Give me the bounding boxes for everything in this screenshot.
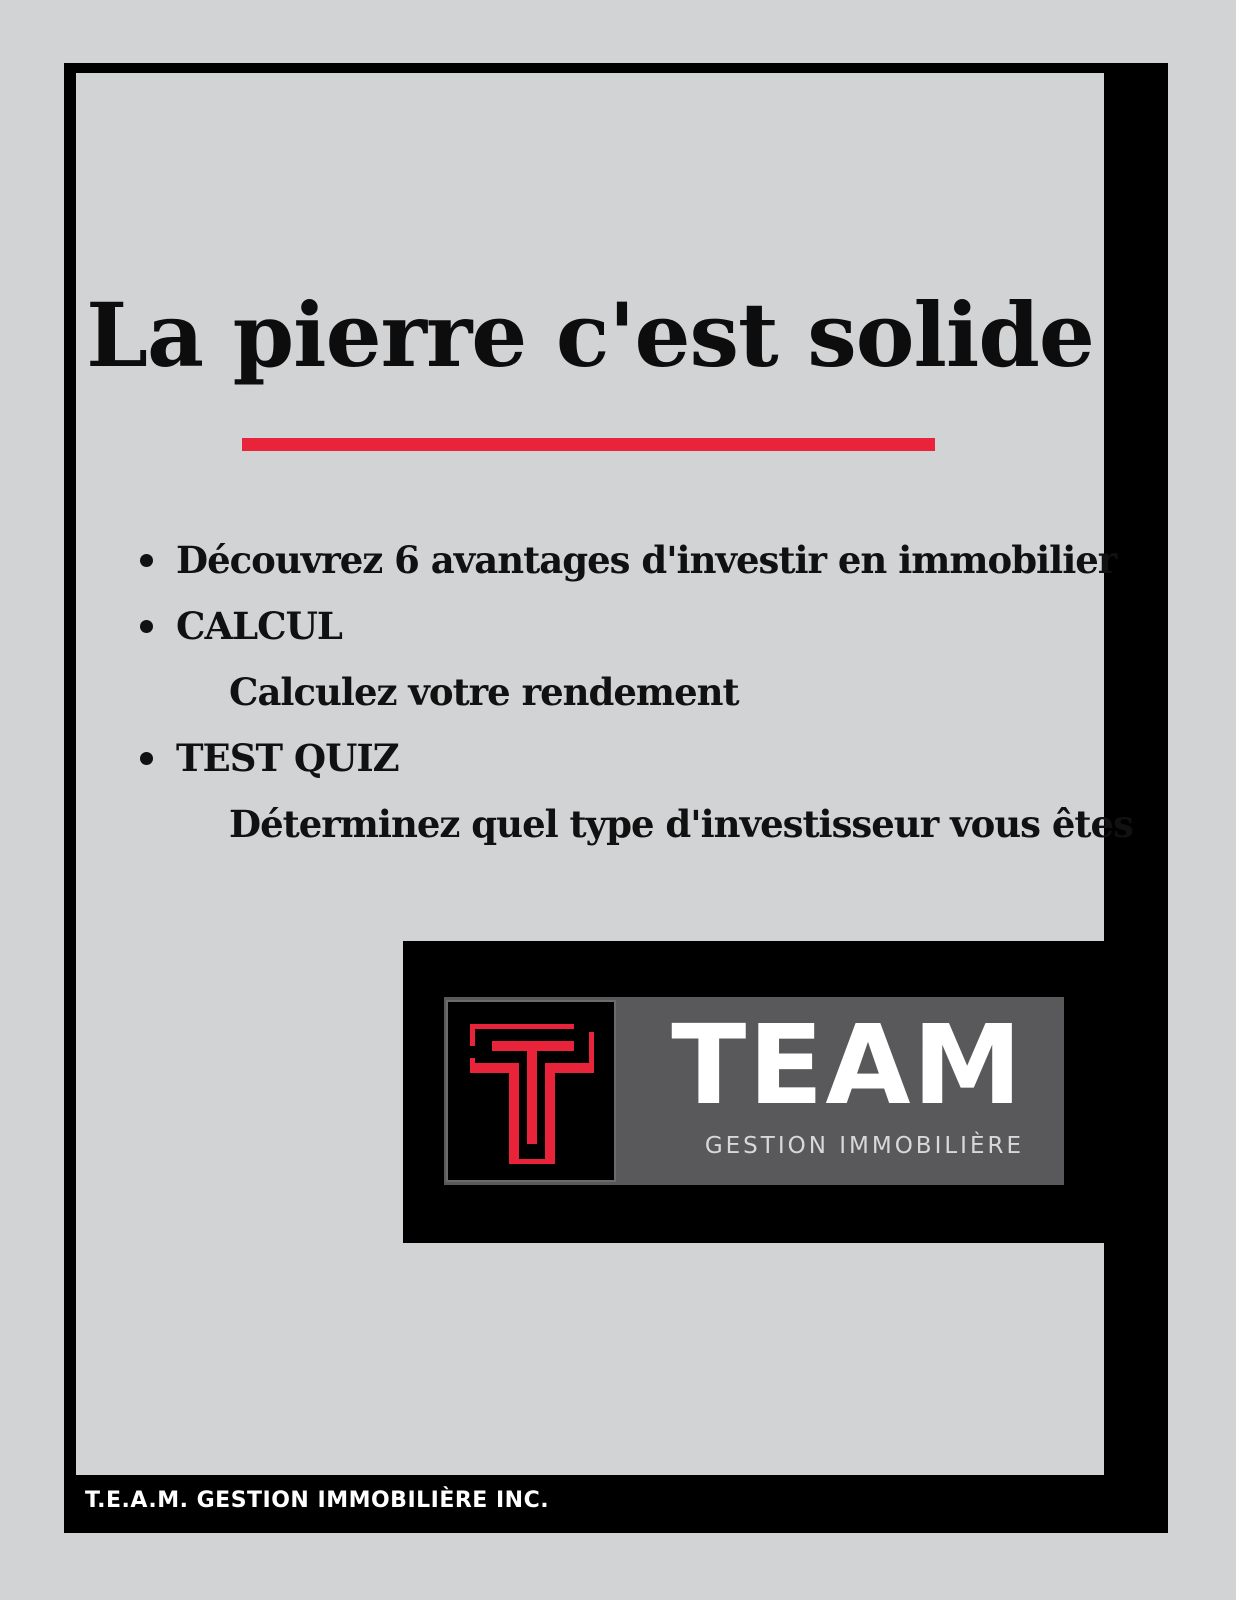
logo-tagline: GESTION IMMOBILIÈRE bbox=[704, 1133, 1024, 1159]
list-item-subtext bbox=[136, 794, 1133, 860]
feature-list bbox=[136, 530, 1133, 860]
bullet-icon bbox=[140, 620, 153, 633]
list-item bbox=[136, 596, 1096, 662]
bullet-icon bbox=[140, 554, 153, 567]
list-item-label: Découvrez 6 avantages d'investir en immobilier bbox=[176, 538, 1117, 582]
list-item-description: Déterminez quel type d'investisseur vous êtes bbox=[229, 802, 1133, 846]
list-item-description: Calculez votre rendement bbox=[229, 670, 739, 714]
list-item-label: CALCUL bbox=[176, 604, 342, 648]
logo-wordmark: TEAM bbox=[671, 1001, 1024, 1129]
bullet-icon bbox=[140, 752, 153, 765]
list-item-subtext bbox=[136, 662, 1096, 728]
title-divider bbox=[242, 438, 935, 451]
list-item bbox=[136, 728, 1096, 794]
list-item bbox=[136, 530, 1117, 596]
team-t-logo-icon bbox=[446, 1000, 616, 1182]
list-item-label: TEST QUIZ bbox=[176, 736, 399, 780]
footer-company-name: T.E.A.M. GESTION IMMOBILIÈRE INC. bbox=[85, 1488, 550, 1513]
page-title: La pierre c'est solide bbox=[86, 283, 1094, 387]
